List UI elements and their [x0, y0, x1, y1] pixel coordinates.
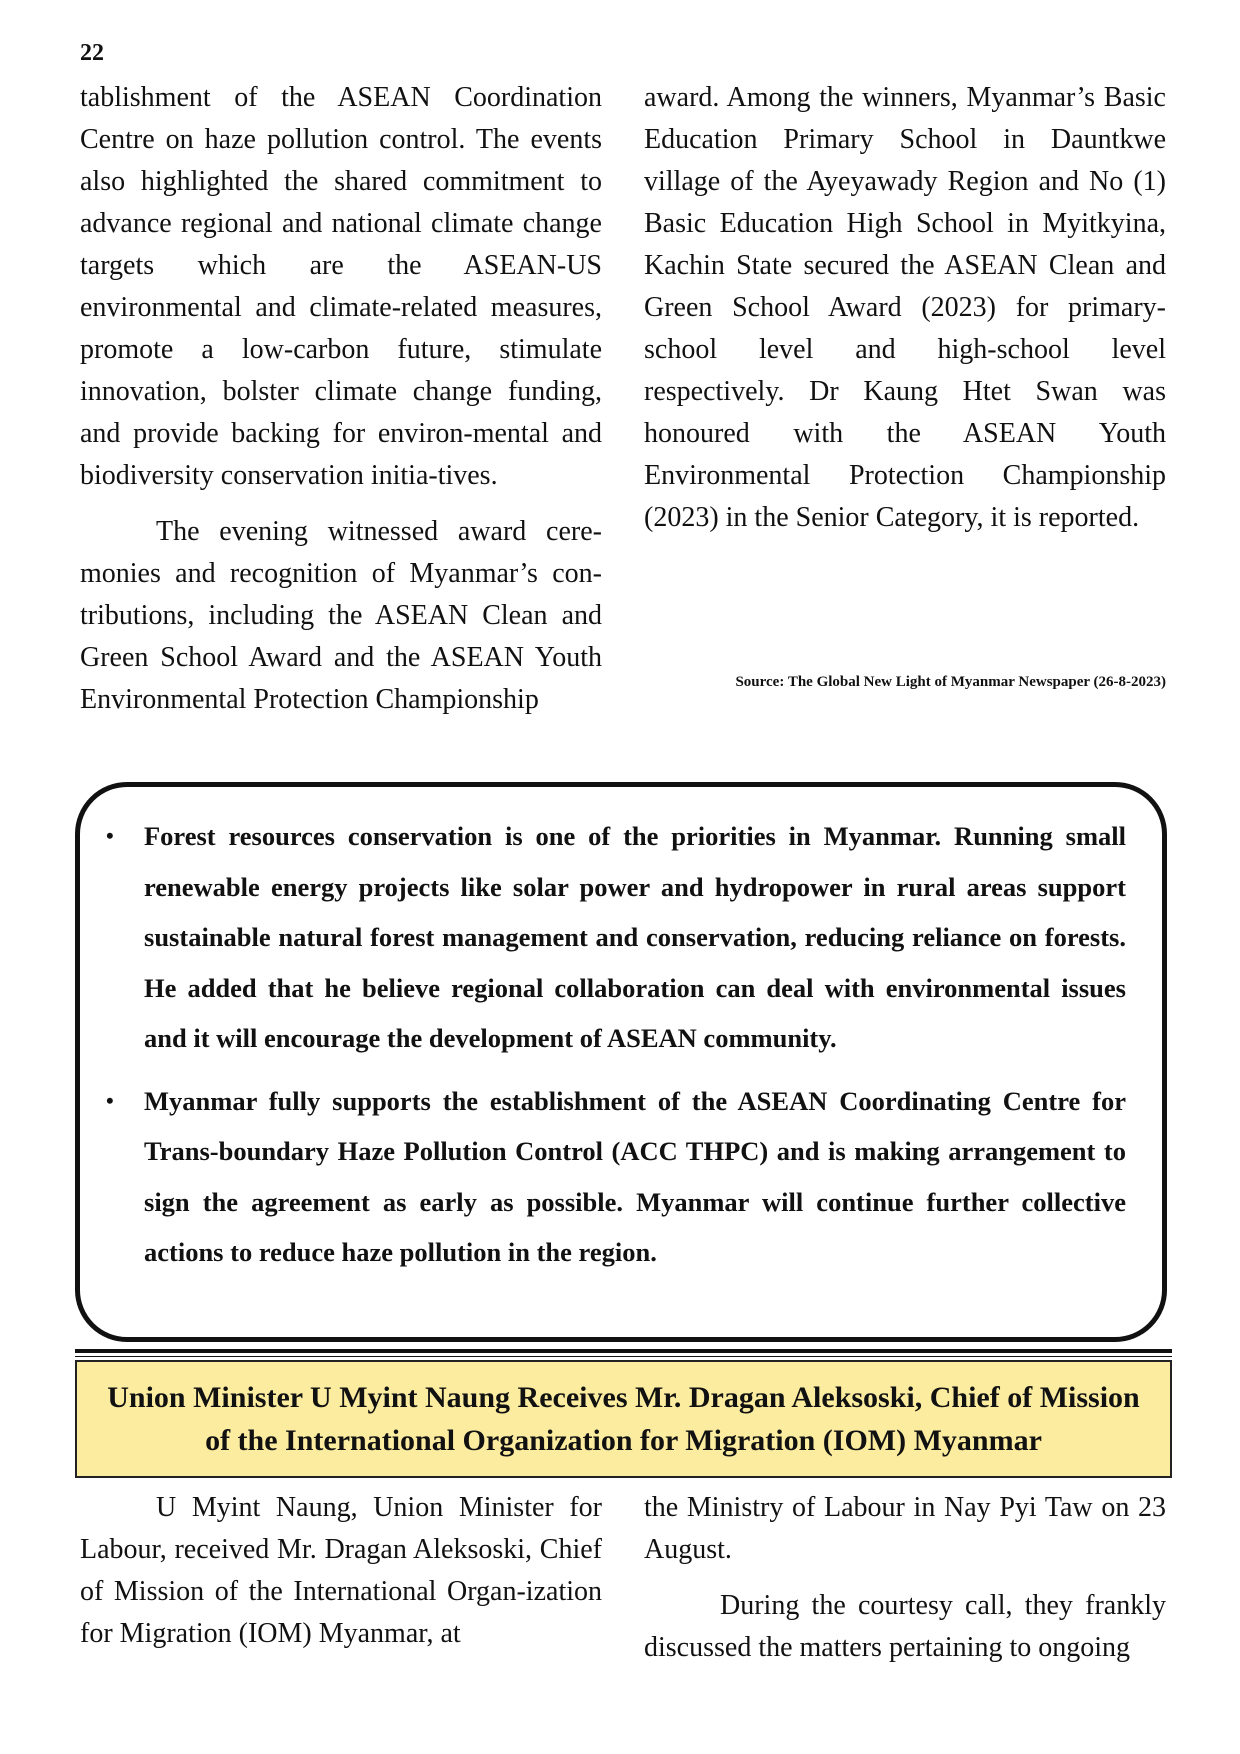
- top-article-left-column: [80, 77, 602, 721]
- article-headline: [107, 1376, 1140, 1462]
- page-number: 22: [80, 40, 104, 66]
- bottom-article-paragraph: U Myint Naung, Union Minister for Labour, received Mr. Dragan Aleksoski, Chief of Mission of the International Organ-ization for Migration (IOM) Myanmar, at: [80, 1492, 602, 1649]
- source-citation: Source: The Global New Light of Myanmar Newspaper (26-8-2023): [735, 674, 1166, 690]
- bottom-article-paragraph: the Ministry of Labour in Nay Pyi Taw on 23 August.: [644, 1492, 1166, 1565]
- section-divider-thin: [75, 1356, 1172, 1357]
- headline-line-1: Union Minister U Myint Naung Receives Mr. Dragan Aleksoski, Chief of Mission: [107, 1381, 1140, 1414]
- section-divider: [75, 1349, 1172, 1353]
- key-point-item: [106, 1076, 1126, 1278]
- key-point-text: Myanmar fully supports the establishment of the ASEAN Coordinating Centre for Trans-boundary Haze Pollution Control (ACC THPC) and is making arrangement to sign the agreement as early as possible. Myanmar will continue further collective actions to reduce haze pollution in the region.: [144, 1085, 1126, 1267]
- headline-line-2: of the International Organization for Migration (IOM) Myanmar: [205, 1424, 1042, 1457]
- bottom-article-right-column: [644, 1487, 1166, 1669]
- article-headline-box: [75, 1360, 1172, 1478]
- top-article-paragraph: award. Among the winners, Myanmar’s Basic Education Primary School in Dauntkwe village of the Ayeyawady Region and No (1) Basic Education High School in Myitkyina, Kachin State secured the ASEAN Clean and Green School Award (2023) for primary- school level and high-school level respectively. Dr Kaung Htet Swan was honoured with the ASEAN Youth Environmental Protection Championship (2023) in the Senior Category, it is reported.: [644, 82, 1166, 533]
- top-article-paragraph: tablishment of the ASEAN Coordination Centre on haze pollution control. The events also highlighted the shared commitment to advance regional and national climate change targets which are the ASEAN-US environmental and climate-related measures, promote a low-carbon future, stimulate innovation, bolster climate change funding, and provide backing for environ-mental and biodiversity conservation initia-tives.: [80, 82, 602, 491]
- key-point-text: Forest resources conservation is one of the priorities in Myanmar. Running small renewable energy projects like solar power and hydropower in rural areas support sustainable natural forest management and conservation, reducing reliance on forests. He added that he believe regional collaboration can deal with environmental issues and it will encourage the development of ASEAN community.: [144, 821, 1126, 1053]
- bullet-icon: •: [106, 1087, 114, 1113]
- key-points-list: [106, 811, 1126, 1278]
- top-article-paragraph: The evening witnessed award cere-monies and recognition of Myanmar’s con-tributions, including the ASEAN Clean and Green School Award and the ASEAN Youth Environmental Protection Championship: [80, 516, 602, 715]
- bullet-icon: •: [106, 823, 114, 848]
- bottom-article-paragraph: During the courtesy call, they frankly discussed the matters pertaining to ongoing: [644, 1590, 1166, 1663]
- key-points-box: [75, 782, 1167, 1342]
- bottom-article-left-column: [80, 1487, 602, 1655]
- top-article-right-column: [644, 77, 1166, 539]
- key-point-item: [106, 811, 1126, 1064]
